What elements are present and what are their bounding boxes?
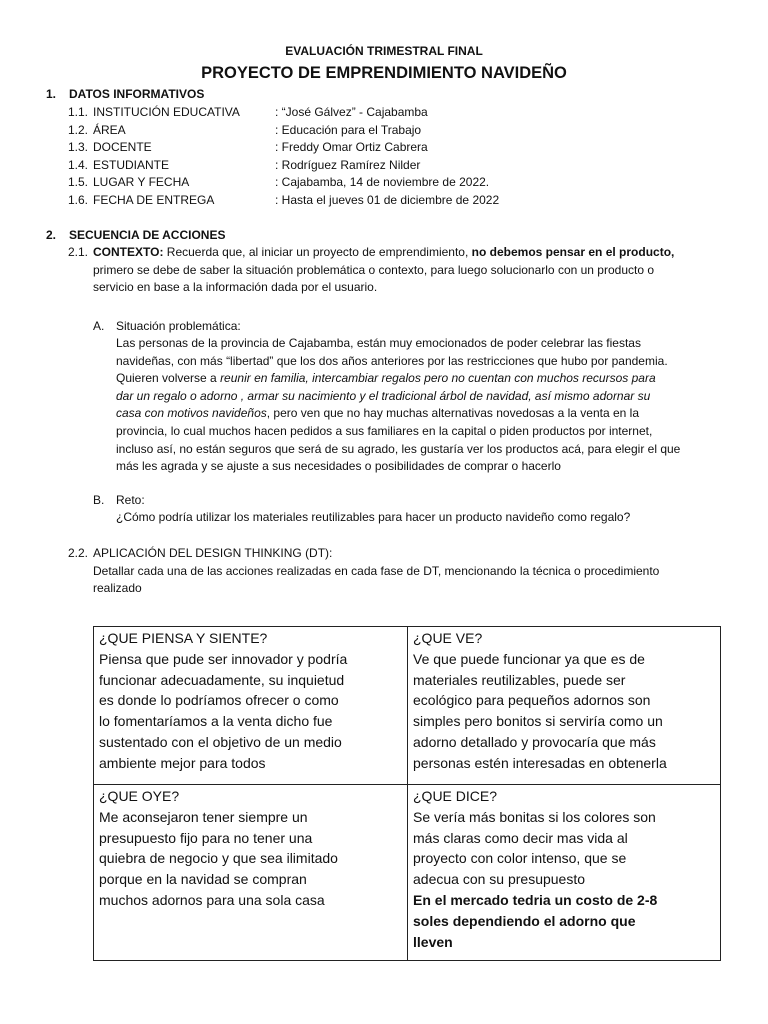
cell-line: simples pero bonitos si serviría como un — [413, 713, 663, 730]
cell-line: ecológico para pequeños adornos son — [413, 692, 651, 709]
hears-cell — [94, 785, 408, 961]
info-label: ÁREA — [93, 122, 126, 137]
situation-italic-text: reunir en familia, intercambiar regalos pero no cuentan con muchos recursos para — [220, 371, 656, 386]
cell-line: funcionar adecuadamente, su inquietud — [99, 671, 345, 688]
situation-text: navideñas, con más “libertad” que los dos años anteriores por las restricciones que hubo por pandemia. — [116, 353, 668, 368]
context-text: primero se debe de saber la situación problemática o contexto, para luego solucionarlo con un producto o — [93, 262, 655, 277]
design-thinking-text: Detallar cada una de las acciones realizadas en cada fase de DT, mencionando la técnica o procedimiento — [93, 563, 660, 578]
situation-text: más les agrada y se ajuste a sus necesidades o posibilidades de comprar o hacerlo — [116, 459, 561, 474]
empathy-map-table — [93, 626, 721, 961]
cell-line: Piensa que pude ser innovador y podría — [99, 650, 348, 667]
info-number: 1.4. — [68, 157, 89, 172]
table-row — [94, 627, 721, 785]
cell-line: Se vería más bonitas si los colores son — [413, 808, 656, 825]
info-value: : Educación para el Trabajo — [275, 122, 422, 137]
cell-line: Ve que puede funcionar ya que es de — [413, 650, 645, 667]
situation-text: incluso así, no están seguros que será de su agrado, les gustaría ver los productos acá, para elegir el que — [116, 441, 681, 456]
situation-italic-text: casa con motivos navideños — [116, 406, 267, 421]
sees-cell — [408, 627, 721, 785]
situation-title: Situación problemática: — [116, 319, 241, 333]
info-label: INSTITUCIÓN EDUCATIVA — [93, 105, 240, 119]
info-value: : Freddy Omar Ortiz Cabrera — [275, 140, 428, 154]
context-label: CONTEXTO: — [93, 245, 164, 259]
cell-line: ambiente mejor para todos — [99, 754, 266, 771]
info-value: : Rodríguez Ramírez Nilder — [275, 157, 421, 172]
design-thinking-paragraph — [93, 545, 659, 598]
situation-text: Las personas de la provincia de Cajabamba, están muy emocionados de poder celebrar las fiestas — [116, 336, 641, 350]
section-2-title: SECUENCIA DE ACCIONES — [69, 228, 226, 242]
situation-text: provincia, lo cual muchos hacen pedidos a sus familiares en la capital o piden productos por internet, — [116, 423, 653, 438]
thinks-feels-heading: ¿QUE PIENSA Y SIENTE? — [99, 630, 268, 646]
cell-line: sustentado con el objetivo de un medio — [99, 733, 342, 750]
context-emphasis: no debemos pensar en el producto, — [471, 245, 675, 259]
sees-heading: ¿QUE VE? — [413, 630, 483, 646]
cell-line: personas estén interesadas en obtenerla — [413, 754, 667, 771]
info-label: ESTUDIANTE — [93, 157, 170, 172]
says-heading: ¿QUE DICE? — [413, 788, 498, 804]
section-2-number: 2. — [46, 228, 57, 242]
info-value: : Hasta el jueves 01 de diciembre de 2022 — [275, 192, 500, 207]
cell-line: lo fomentaríamos a la venta dicho fue — [99, 713, 333, 730]
evaluation-title: EVALUACIÓN TRIMESTRAL FINAL — [285, 44, 483, 58]
cell-line: Me aconsejaron tener siempre un — [99, 808, 308, 825]
says-cell — [408, 785, 721, 961]
table-row — [94, 785, 721, 961]
design-thinking-text: realizado — [93, 581, 142, 596]
situation-paragraph — [116, 335, 680, 476]
cell-line: porque en la navidad se compran — [99, 871, 307, 888]
challenge-title: Reto: — [116, 493, 145, 507]
cell-bold-line: lleven — [413, 933, 453, 950]
cell-bold-line: soles dependiendo el adorno que — [413, 912, 636, 929]
info-number: 1.3. — [68, 140, 89, 154]
situation-text: , pero ven que no hay muchas alternativas novedosas a la venta en la — [266, 406, 639, 421]
info-label: FECHA DE ENTREGA — [93, 192, 215, 207]
cell-bold-line: En el mercado tedria un costo de 2-8 — [413, 891, 658, 908]
situation-italic-text: dar un regalo o adorno , armar su nacimiento y el tradicional árbol de navidad, así mismo adornar su — [116, 388, 651, 403]
context-text: Recuerda que, al iniciar un proyecto de emprendimiento, — [166, 245, 469, 259]
situation-text: Quieren volverse a — [116, 371, 217, 386]
design-thinking-number: 2.2. — [68, 546, 89, 560]
section-1-title: DATOS INFORMATIVOS — [69, 87, 205, 101]
cell-line: presupuesto fijo para no tener una — [99, 829, 313, 846]
situation-letter: A. — [93, 319, 105, 333]
hears-heading: ¿QUE OYE? — [99, 788, 180, 804]
cell-line: adorno detallado y provocaría que más — [413, 733, 656, 750]
thinks-feels-cell — [94, 627, 408, 785]
challenge-letter: B. — [93, 493, 105, 507]
info-label: LUGAR Y FECHA — [93, 175, 190, 189]
cell-line: adecua con su presupuesto — [413, 871, 586, 888]
info-label: DOCENTE — [93, 140, 152, 154]
cell-line: materiales reutilizables, puede ser — [413, 671, 626, 688]
project-title: PROYECTO DE EMPRENDIMIENTO NAVIDEÑO — [201, 64, 567, 82]
cell-line: es donde lo podríamos ofrecer o como — [99, 692, 339, 709]
info-value: : Cajabamba, 14 de noviembre de 2022. — [275, 175, 490, 189]
design-thinking-suffix: (DT): — [305, 546, 333, 560]
context-number: 2.1. — [68, 245, 89, 259]
cell-line: proyecto con color intenso, que se — [413, 850, 627, 867]
info-number: 1.2. — [68, 122, 89, 137]
info-value: : “José Gálvez” - Cajabamba — [275, 105, 428, 119]
cell-line: muchos adornos para una sola casa — [99, 891, 325, 908]
cell-line: más claras como decir mas vida al — [413, 829, 628, 846]
design-thinking-title: APLICACIÓN DEL DESIGN THINKING — [93, 546, 302, 560]
section-1-number: 1. — [46, 87, 57, 101]
challenge-question: ¿Cómo podría utilizar los materiales reutilizables para hacer un producto navideño como regalo? — [116, 510, 631, 524]
context-text: servicio en base a la información dada por el usuario. — [93, 280, 378, 295]
info-number: 1.6. — [68, 192, 89, 207]
cell-line: quiebra de negocio y que sea ilimitado — [99, 850, 338, 867]
context-paragraph — [93, 244, 674, 297]
info-number: 1.5. — [68, 175, 89, 189]
info-number: 1.1. — [68, 105, 89, 119]
